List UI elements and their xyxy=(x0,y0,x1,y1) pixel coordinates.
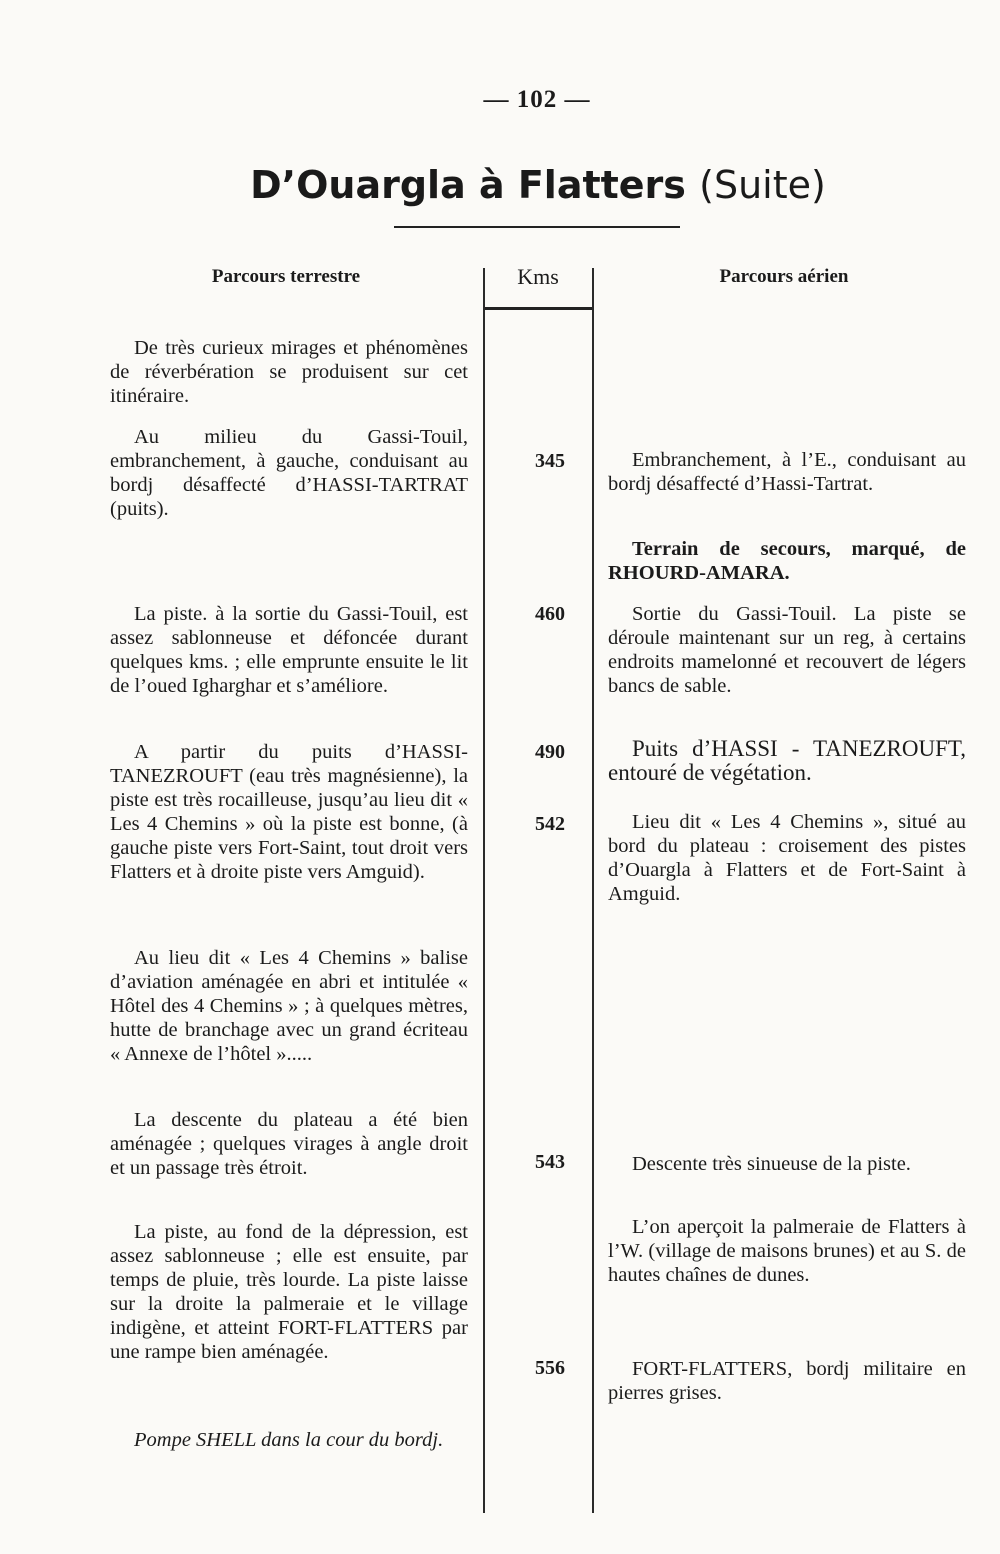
air-paragraph-palmeraie: L’on aperçoit la palmeraie de Flatters à l’W. (village de maisons brunes) et au S. de hautes chaînes de dunes. xyxy=(608,1216,966,1286)
air-paragraph-hassi-tanezrouft: Puits d’HASSI - TANEZROUFT, entouré de végétation. xyxy=(608,736,966,785)
land-paragraph-plateau-descent: La descente du plateau a été bien aménagée ; quelques virages à angle droit et un passage très étroit. xyxy=(110,1109,468,1179)
kms-heading-rule xyxy=(485,307,592,310)
air-paragraph-4-chemins: Lieu dit « Les 4 Chemins », situé au bord du plateau : croisement des pistes d’Ouargla à Flatters et de Fort-Saint à Amguid. xyxy=(608,811,966,905)
heading-land-route: Parcours terrestre xyxy=(211,266,361,287)
air-paragraph-rhourd-amara: Terrain de secours, marqué, de RHOURD-AMARA. xyxy=(608,538,966,584)
page-title xyxy=(0,163,1000,207)
land-paragraph-gassi-touil-exit: La piste. à la sortie du Gassi-Touil, est assez sablonneuse et défoncée durant quelques kms. ; elle emprunte ensuite le lit de l’oued Igharghar et s’améliore. xyxy=(110,603,468,697)
title-main: D’Ouargla à Flatters xyxy=(250,163,686,207)
air-paragraph-descent: Descente très sinueuse de la piste. xyxy=(632,1153,911,1175)
km-value: 556 xyxy=(535,1357,565,1379)
air-paragraph-gassi-touil-exit: Sortie du Gassi-Touil. La piste se déroule maintenant sur un reg, à certains endroits mamelonné et recouvert de légers bancs de sable. xyxy=(608,603,966,697)
column-divider-left xyxy=(483,268,485,1513)
land-paragraph-mirages: De très curieux mirages et phénomènes de réverbération se produisent sur cet itinéraire. xyxy=(110,337,468,407)
km-value: 490 xyxy=(535,741,565,763)
km-value: 460 xyxy=(535,603,565,625)
title-suffix: (Suite) xyxy=(699,163,826,207)
heading-air-route: Parcours aérien xyxy=(719,266,849,287)
km-value: 542 xyxy=(535,813,565,835)
air-paragraph-hassi-tartrat: Embranchement, à l’E., conduisant au bordj désaffecté d’Hassi-Tartrat. xyxy=(608,449,966,495)
land-paragraph-4-chemins: Au lieu dit « Les 4 Chemins » balise d’aviation aménagée en abri et intitulée « Hôtel des 4 Chemins » ; à quelques mètres, hutte de branchage avec un grand écriteau « Annexe de l’hôtel »..... xyxy=(110,947,468,1065)
heading-kms: Kms xyxy=(517,264,559,289)
land-paragraph-shell-pump: Pompe SHELL dans la cour du bordj. xyxy=(134,1429,444,1451)
page-number: — 102 — xyxy=(483,86,591,113)
land-paragraph-hassi-tanezrouft: A partir du puits d’HASSI-TANEZROUFT (eau très magnésienne), la piste est très rocailleuse, jusqu’au lieu dit « Les 4 Chemins » où la piste est bonne, (à gauche piste vers Fort-Saint, tout droit vers Flatters et à droite piste vers Amguid). xyxy=(110,741,468,883)
title-underline xyxy=(394,226,680,228)
air-paragraph-fort-flatters: FORT-FLATTERS, bordj militaire en pierres grises. xyxy=(608,1358,966,1404)
km-value: 543 xyxy=(535,1151,565,1173)
land-paragraph-fort-flatters: La piste, au fond de la dépression, est assez sablonneuse ; elle est ensuite, par temps de pluie, très lourde. La piste laisse sur la droite la palmeraie et le village indigène, et atteint FORT-FLATTERS par une rampe bien aménagée. xyxy=(110,1221,468,1363)
land-paragraph-hassi-tartrat: Au milieu du Gassi-Touil, embranchement, à gauche, conduisant au bordj désaffecté d’HASSI-TARTRAT (puits). xyxy=(110,426,468,520)
km-value: 345 xyxy=(535,450,565,472)
